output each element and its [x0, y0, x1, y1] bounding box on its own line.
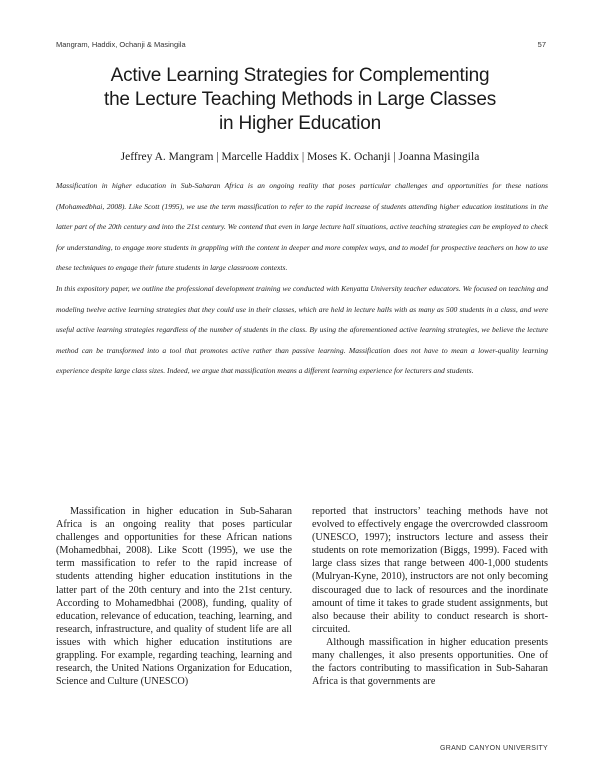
title-line: Active Learning Strategies for Complementing: [110, 65, 490, 86]
body-text: [56, 505, 548, 745]
title-line: in Higher Education: [218, 113, 382, 134]
title-line: the Lecture Teaching Methods in Large Classes: [103, 89, 496, 110]
author-byline: Jeffrey A. Mangram | Marcelle Haddix | Moses K. Ochanji | Joanna Masingila: [120, 151, 480, 163]
left-column: [56, 505, 292, 688]
right-column: [312, 505, 548, 688]
article-title: [60, 64, 540, 136]
body-paragraph: Although massification in higher education presents many challenges, it also presents opportunities. One of the factors contributing to massification in Sub-Saharan Africa is that governments are: [312, 636, 548, 688]
body-paragraph: Massification in higher education in Sub-Saharan Africa is an ongoing reality that poses particular challenges and opportunities for these African nations (Mohamedbhai, 2008). Like Scott (1995), we use the term massification to refer to the rapid increase of students attending higher education institutions in the latter part of the 20th century and into the 21st century. According to Mohamedbhai (2008), funding, quality of education, relevance of education, teaching, learning, and research, infrastructure, and quality of student life are all issues with which higher education institutions are grappling. For example, regarding teaching, learning and research, the United Nations Organization for Education, Science and Culture (UNESCO): [56, 506, 292, 688]
publisher-footer: GRAND CANYON UNIVERSITY: [439, 745, 548, 752]
running-head-authors: Mangram, Haddix, Ochanji & Masingila: [56, 40, 186, 49]
page-number: 57: [537, 40, 546, 49]
abstract-paragraph: Massification in higher education in Sub-Saharan Africa is an ongoing reality that poses particular challenges and opportunities for these nations (Mohamedbhai, 2008). Like Scott (1995), we use the term massification to refer to the rapid increase of students attending higher education institutions in the latter part of the 20th century and into the 21st century. We contend that even in large lecture hall situations, active teaching strategies can be employed to check for understanding, to engage more students in grappling with the content in deeper and more complex ways, and to model for prospective teachers on how to use these techniques to engage their future students in large classroom contexts.: [56, 181, 548, 273]
body-paragraph: reported that instructors’ teaching methods have not evolved to effectively engage the overcrowded classroom (UNESCO, 1997); instructors lecture and assess their students on rote memorization (Biggs, 1999). Faced with large class sizes that range between 400-1,000 students (Mulryan-Kyne, 2010), instructors are not only becoming discouraged due to lack of resources and the inordinate amount of time it takes to grade student assignments, but also because their ability to conduct research is short-circuited.: [312, 506, 548, 635]
abstract-paragraph: In this expository paper, we outline the professional development training we conducted with Kenyatta University teacher educators. We focused on teaching and modeling twelve active learning strategies that they could use in their classes, which are held in lecture halls with as many as 500 students in a class, and were useful active learning strategies regardless of the number of students in the class. By using the aforementioned active learning strategies, we believe the lecture method can be transformed into a tool that promotes active rather than passive learning. Massification does not have to mean a lower-quality learning experience despite large class sizes. Indeed, we argue that massification means a different learning experience for lecturers and students.: [56, 283, 548, 376]
abstract: [56, 176, 548, 382]
